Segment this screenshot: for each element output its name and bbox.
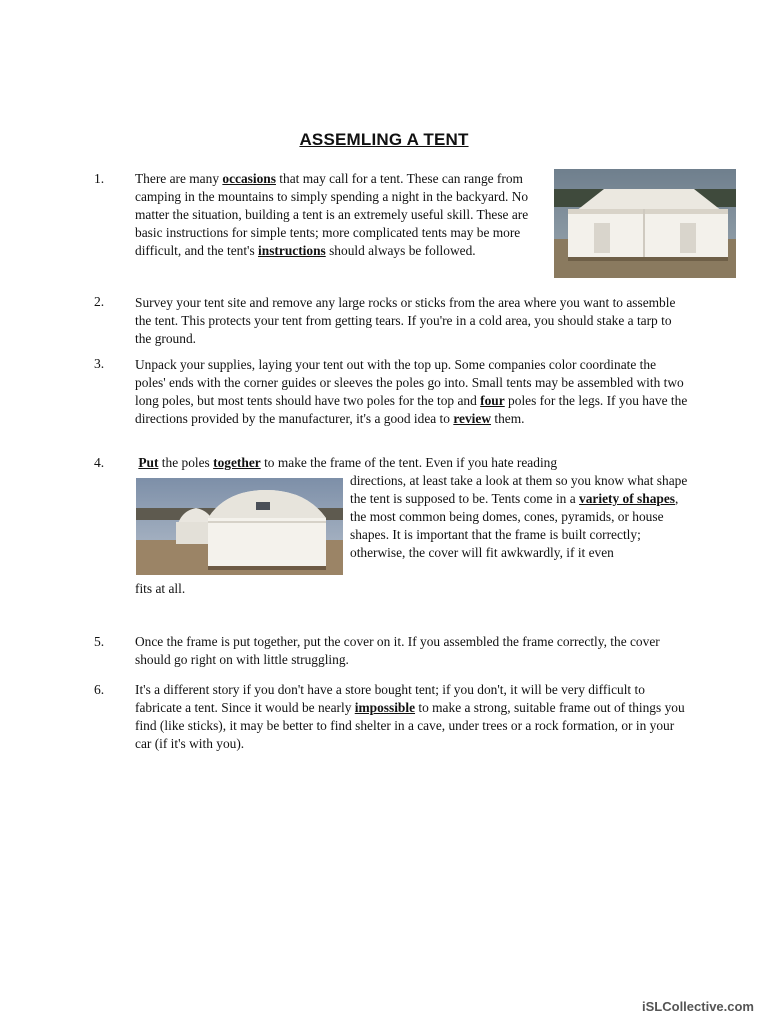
- item-text-2: Survey your tent site and remove any large rocks or sticks from the area where you want to assemble the tent. This protects your tent from getting tears. If you're in a cold area, you should stake a tarp to the ground.: [135, 295, 676, 346]
- item-text-1: [135, 170, 540, 260]
- item-text-5: Once the frame is put together, put the cover on it. If you assembled the frame correctly, the cover should go right on with little struggling.: [135, 634, 660, 667]
- item-text-4-line1: [135, 454, 690, 472]
- keyword-impossible: impossible: [354, 699, 416, 715]
- keyword-four: four: [480, 392, 505, 408]
- item-text-4-end: fits at all.: [135, 581, 186, 596]
- text-span: directions, at least take a look at them so you know what shape the tent is supposed to be. Tents come in a: [350, 473, 688, 506]
- item-number-4: 4.: [94, 455, 105, 470]
- text-span: them.: [491, 410, 525, 426]
- item-number-3: 3.: [94, 356, 105, 371]
- tent-photo-canvas: [554, 169, 736, 278]
- keyword-variety-of-shapes: variety of shapes: [579, 490, 675, 506]
- text-span: Unpack your supplies, laying your tent out with the top up. Some companies color coordinate the poles' ends with the corner guides or sleeves the poles go into. Small tents may be assembled with two long poles, but most tents should have two poles for the top and: [135, 357, 684, 408]
- keyword-together: together: [213, 455, 261, 470]
- item-number-5: 5.: [94, 634, 105, 649]
- text-span: to make the frame of the tent. Even if you hate reading: [260, 455, 558, 470]
- text-span: to make a strong, suitable frame out of things you find (like sticks), it may be better to find shelter in a cave, under trees or a rock formation, or in your car (if it's with you).: [135, 699, 685, 751]
- keyword-put: Put: [138, 455, 159, 470]
- yurt-photo-canvas: [136, 478, 343, 575]
- keyword-instructions: instructions: [258, 242, 326, 258]
- item-number-2: 2.: [94, 294, 105, 309]
- text-span: should always be followed.: [325, 242, 476, 258]
- text-span: the poles: [158, 455, 214, 470]
- item-text-6: [135, 681, 690, 753]
- item-text-4-wrap: [350, 472, 690, 562]
- text-span: poles for the legs. If you have the directions provided by the manufacturer, it's a good idea to: [135, 392, 688, 426]
- text-span: that may call for a tent. These can range from camping in the mountains to simply spending a night in the backyard. No matter the situation, building a tent is an extremely useful skill. These are basic instructions for simple tents; more complicated tents may be more difficult, and the tent's: [135, 171, 529, 258]
- watermark-footer: iSLCollective.com: [642, 999, 754, 1014]
- keyword-review: review: [453, 410, 492, 426]
- text-span: , the most common being domes, cones, pyramids, or house shapes. It is important that the frame is built correctly; otherwise, the cover will fit awkwardly, if it even: [350, 490, 679, 560]
- item-text-3: [135, 356, 690, 428]
- text-span: It's a different story if you don't have a store bought tent; if you don't, it will be very difficult to fabricate a tent. Since it would be nearly: [135, 682, 645, 715]
- page-title: ASSEMLING A TENT: [299, 130, 469, 149]
- text-span: There are many: [135, 171, 223, 186]
- item-number-6: 6.: [94, 682, 105, 697]
- item-number-1: 1.: [94, 171, 105, 186]
- keyword-occasions: occasions: [222, 171, 276, 186]
